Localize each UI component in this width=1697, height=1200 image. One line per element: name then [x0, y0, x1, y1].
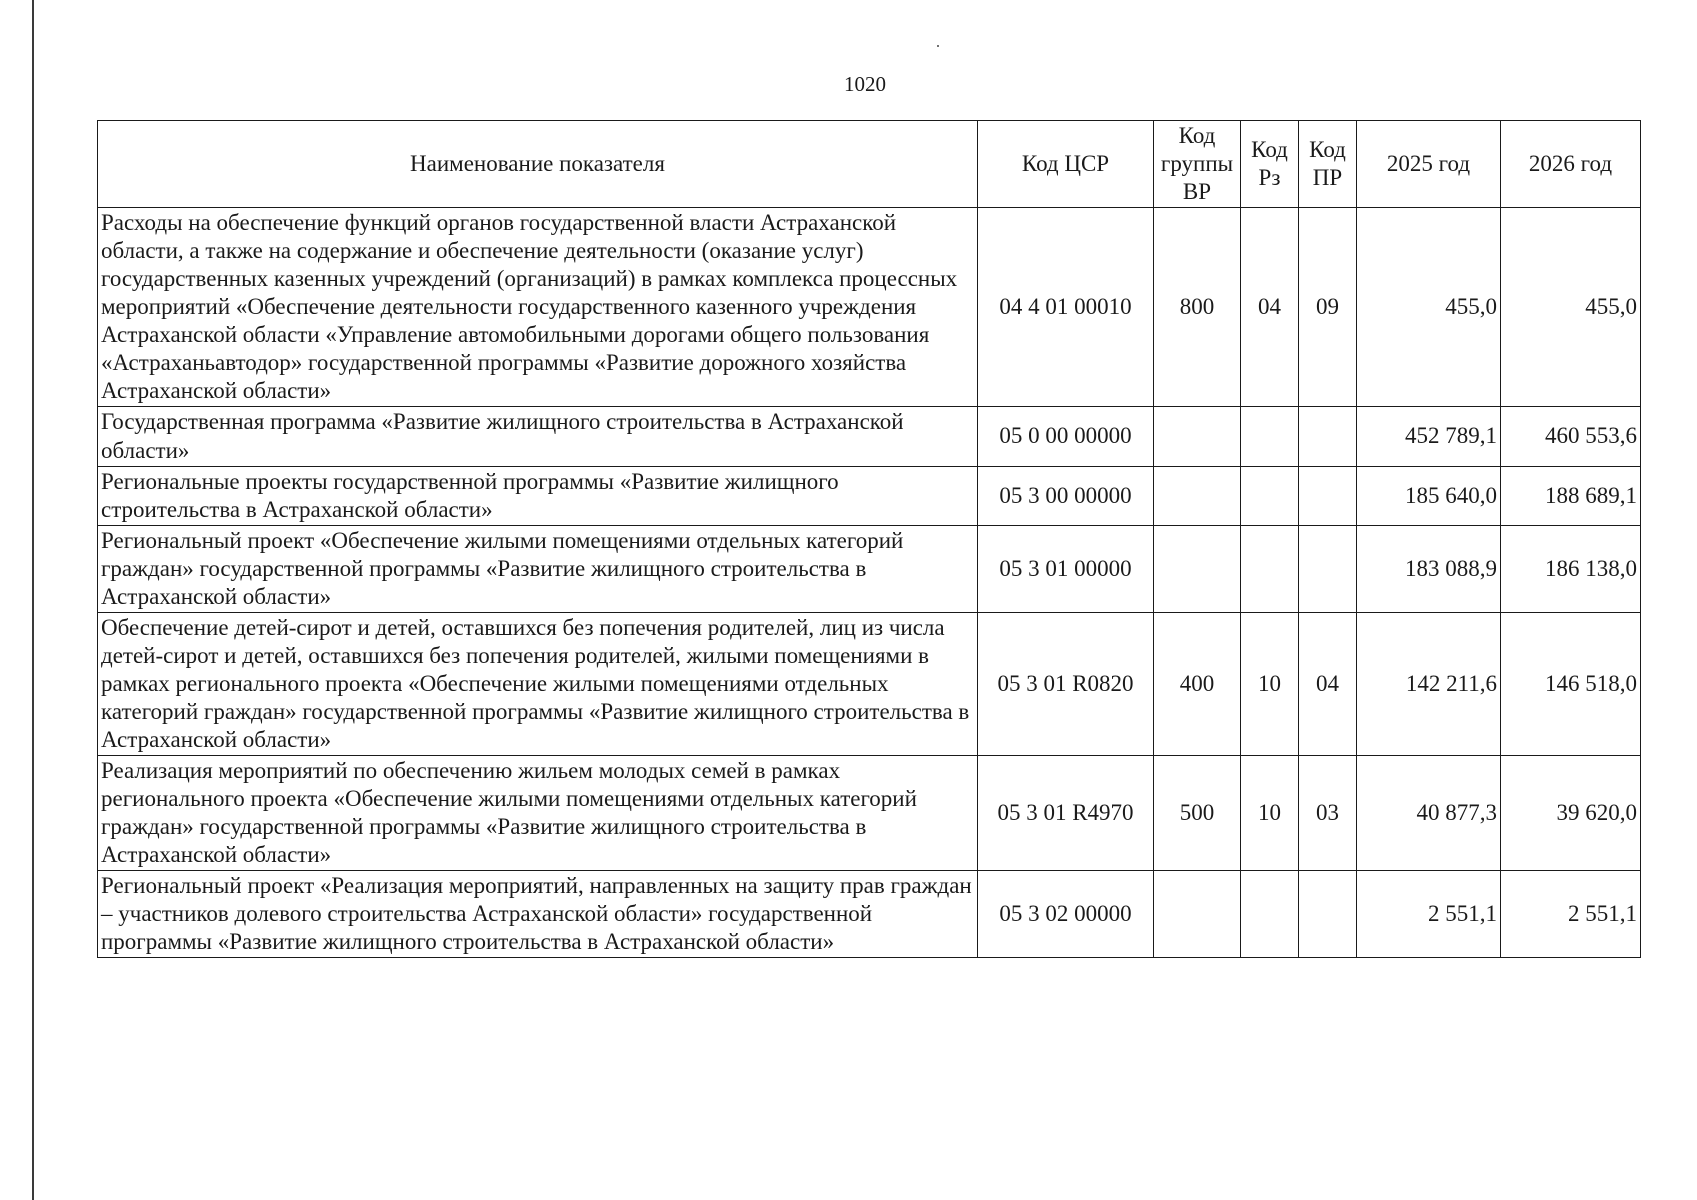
budget-table	[97, 120, 1641, 958]
page-margin-line	[32, 0, 34, 1200]
table-row	[98, 612, 1641, 755]
table-header-row	[98, 121, 1641, 208]
cell-rz	[1241, 525, 1299, 612]
table-row	[98, 871, 1641, 958]
cell-2025: 40 877,3	[1357, 756, 1501, 871]
cell-rz: 10	[1241, 612, 1299, 755]
cell-csr: 05 3 01 R4970	[978, 756, 1154, 871]
cell-vr	[1154, 525, 1241, 612]
cell-vr	[1154, 407, 1241, 466]
cell-name: Расходы на обеспечение функций органов государственной власти Астраханской области, а также на содержание и обеспечение деятельности (оказание услуг) государственных казенных учреждений (организаций) в рамках комплекса процессных мероприятий «Обеспечение деятельности государственного казенного учреждения Астраханской области «Управление автомобильными дорогами общего пользования «Астраханьавтодор» государственной программы «Развитие дорожного хозяйства Астраханской области»	[98, 208, 978, 407]
cell-name: Региональный проект «Реализация мероприятий, направленных на защиту прав граждан – участников долевого строительства Астраханской области» государственной программы «Развитие жилищного строительства в Астраханской области»	[98, 871, 978, 958]
page-number: 1020	[844, 72, 886, 96]
cell-vr: 500	[1154, 756, 1241, 871]
cell-2026: 188 689,1	[1501, 466, 1641, 525]
header-pr: Код ПР	[1299, 121, 1357, 208]
cell-rz: 10	[1241, 756, 1299, 871]
cell-pr	[1299, 525, 1357, 612]
cell-csr: 05 0 00 00000	[978, 407, 1154, 466]
cell-csr: 05 3 00 00000	[978, 466, 1154, 525]
cell-2025: 185 640,0	[1357, 466, 1501, 525]
cell-vr: 800	[1154, 208, 1241, 407]
cell-rz	[1241, 407, 1299, 466]
cell-rz	[1241, 871, 1299, 958]
scan-speck	[937, 45, 939, 47]
cell-2026: 39 620,0	[1501, 756, 1641, 871]
cell-2026: 186 138,0	[1501, 525, 1641, 612]
cell-csr: 05 3 01 R0820	[978, 612, 1154, 755]
cell-2026: 460 553,6	[1501, 407, 1641, 466]
table-row	[98, 756, 1641, 871]
cell-pr: 03	[1299, 756, 1357, 871]
table-row	[98, 525, 1641, 612]
header-csr: Код ЦСР	[978, 121, 1154, 208]
cell-pr	[1299, 871, 1357, 958]
header-2025: 2025 год	[1357, 121, 1501, 208]
cell-csr: 05 3 02 00000	[978, 871, 1154, 958]
cell-2025: 142 211,6	[1357, 612, 1501, 755]
cell-pr	[1299, 466, 1357, 525]
cell-name: Региональные проекты государственной программы «Развитие жилищного строительства в Астраханской области»	[98, 466, 978, 525]
table-row	[98, 466, 1641, 525]
cell-pr: 09	[1299, 208, 1357, 407]
cell-csr: 04 4 01 00010	[978, 208, 1154, 407]
table-row	[98, 407, 1641, 466]
cell-rz: 04	[1241, 208, 1299, 407]
cell-vr	[1154, 466, 1241, 525]
cell-2026: 146 518,0	[1501, 612, 1641, 755]
header-name: Наименование показателя	[98, 121, 978, 208]
cell-name: Государственная программа «Развитие жилищного строительства в Астраханской области»	[98, 407, 978, 466]
cell-2026: 455,0	[1501, 208, 1641, 407]
header-vr: Код группы ВР	[1154, 121, 1241, 208]
cell-2026: 2 551,1	[1501, 871, 1641, 958]
table-row	[98, 208, 1641, 407]
header-rz: Код Рз	[1241, 121, 1299, 208]
cell-csr: 05 3 01 00000	[978, 525, 1154, 612]
header-2026: 2026 год	[1501, 121, 1641, 208]
cell-name: Реализация мероприятий по обеспечению жильем молодых семей в рамках регионального проекта «Обеспечение жилыми помещениями отдельных категорий граждан» государственной программы «Развитие жилищного строительства в Астраханской области»	[98, 756, 978, 871]
cell-2025: 455,0	[1357, 208, 1501, 407]
cell-name: Региональный проект «Обеспечение жилыми помещениями отдельных категорий граждан» государственной программы «Развитие жилищного строительства в Астраханской области»	[98, 525, 978, 612]
cell-pr: 04	[1299, 612, 1357, 755]
cell-vr	[1154, 871, 1241, 958]
cell-rz	[1241, 466, 1299, 525]
cell-name: Обеспечение детей-сирот и детей, оставшихся без попечения родителей, лиц из числа детей-сирот и детей, оставшихся без попечения родителей, жилыми помещениями в рамках регионального проекта «Обеспечение жилыми помещениями отдельных категорий граждан» государственной программы «Развитие жилищного строительства в Астраханской области»	[98, 612, 978, 755]
cell-2025: 452 789,1	[1357, 407, 1501, 466]
cell-2025: 2 551,1	[1357, 871, 1501, 958]
cell-2025: 183 088,9	[1357, 525, 1501, 612]
cell-vr: 400	[1154, 612, 1241, 755]
cell-pr	[1299, 407, 1357, 466]
